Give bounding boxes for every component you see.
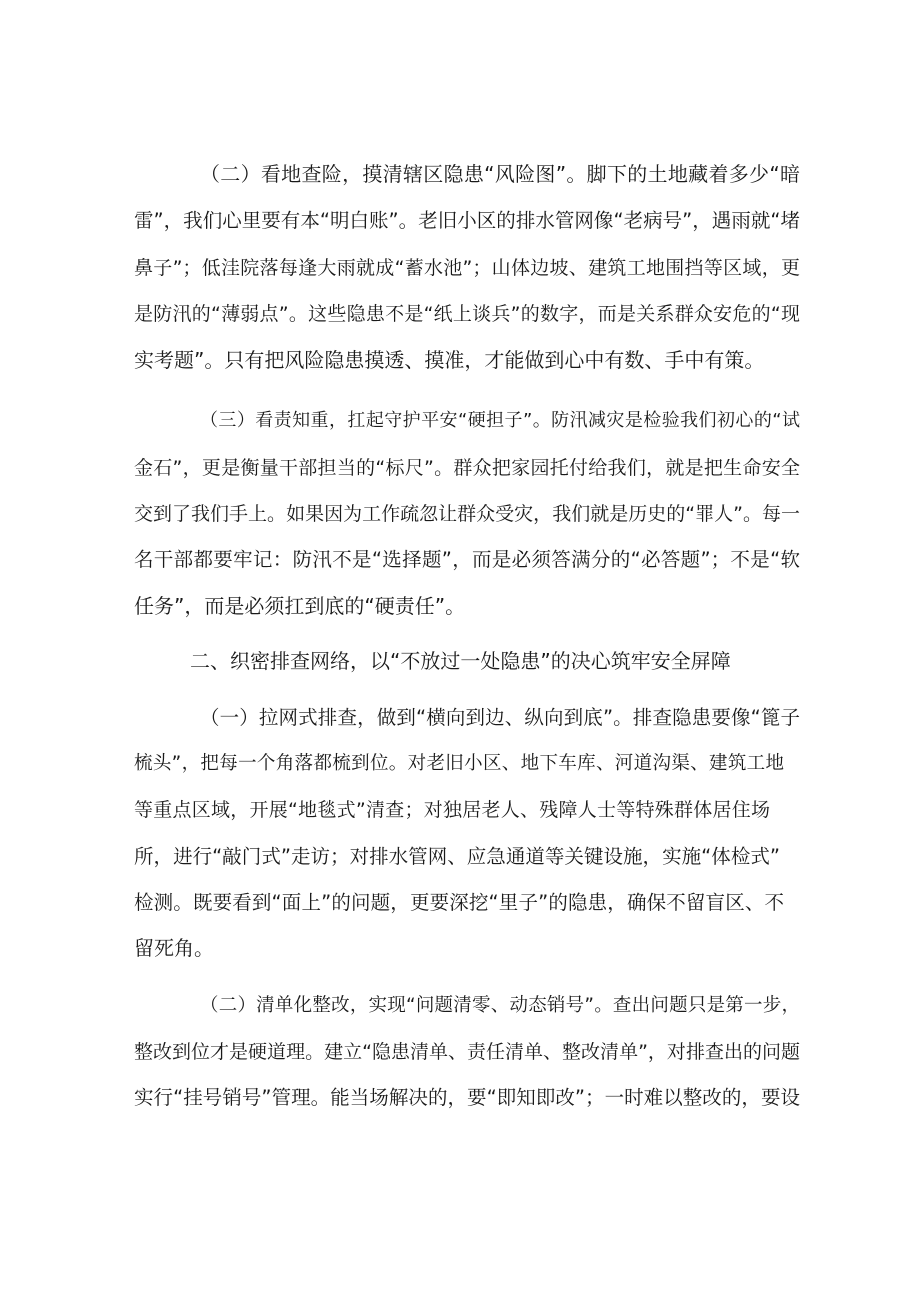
text-line: （一）拉网式排查，做到“横向到边、纵向到底”。排查隐患要像“篦子: [200, 706, 800, 729]
text-line: 名干部都要牢记：防汛不是“选择题”，而是必须答满分的“必答题”；不是“软: [134, 548, 800, 571]
text-line: 所，进行“敲门式”走访；对排水管网、应急通道等关键设施，实施“体检式”: [134, 845, 780, 868]
text-line: 实考题”。只有把风险隐患摸透、摸准，才能做到心中有数、手中有策。: [134, 348, 765, 372]
text-line: 实行“挂号销号”管理。能当场解决的，要“即知即改”；一时难以整改的，要设: [134, 1086, 800, 1109]
text-line: 整改到位才是硬道理。建立“隐患清单、责任清单、整改清单”，对排查出的问题: [134, 1041, 800, 1063]
text-line: 金石”，更是衡量干部担当的“标尺”。群众把家园托付给我们，就是把生命安全: [134, 457, 800, 479]
text-line: （二）看地查险，摸清辖区隐患“风险图”。脚下的土地藏着多少“暗: [200, 162, 800, 186]
text-line: 鼻子”；低洼院落每逢大雨就成“蓄水池”；山体边坡、建筑工地围挡等区域，更: [134, 257, 800, 279]
text-line: 梳头”，把每一个角落都梳到位。对老旧小区、地下车库、河道沟渠、建筑工地: [134, 753, 784, 774]
text-line: 任务”，而是必须扛到底的“硬责任”。: [134, 594, 466, 618]
text-line: 雷”，我们心里要有本“明白账”。老旧小区的排水管网像“老病号”，遇雨就“堵: [134, 209, 800, 232]
text-line: 留死角。: [134, 936, 214, 960]
section-heading: 二、织密排查网络，以“不放过一处隐患”的决心筑牢安全屏障: [190, 649, 731, 673]
text-line: 检测。既要看到“面上”的问题，更要深挖“里子”的隐患，确保不留盲区、不: [134, 891, 784, 914]
text-line: 交到了我们手上。如果因为工作疏忽让群众受灾，我们就是历史的“罪人”。每一: [134, 503, 800, 525]
text-line: （二）清单化整改，实现“问题清零、动态销号”。查出问题只是第一步，: [200, 995, 800, 1016]
text-line: （三）看责知重，扛起守护平安“硬担子”。防汛减灾是检验我们初心的“试: [200, 410, 800, 431]
text-line: 等重点区域，开展“地毯式”清查；对独居老人、残障人士等特殊群体居住场: [134, 799, 770, 821]
text-line: 是防汛的“薄弱点”。这些隐患不是“纸上谈兵”的数字，而是关系群众安危的“现: [134, 303, 800, 325]
